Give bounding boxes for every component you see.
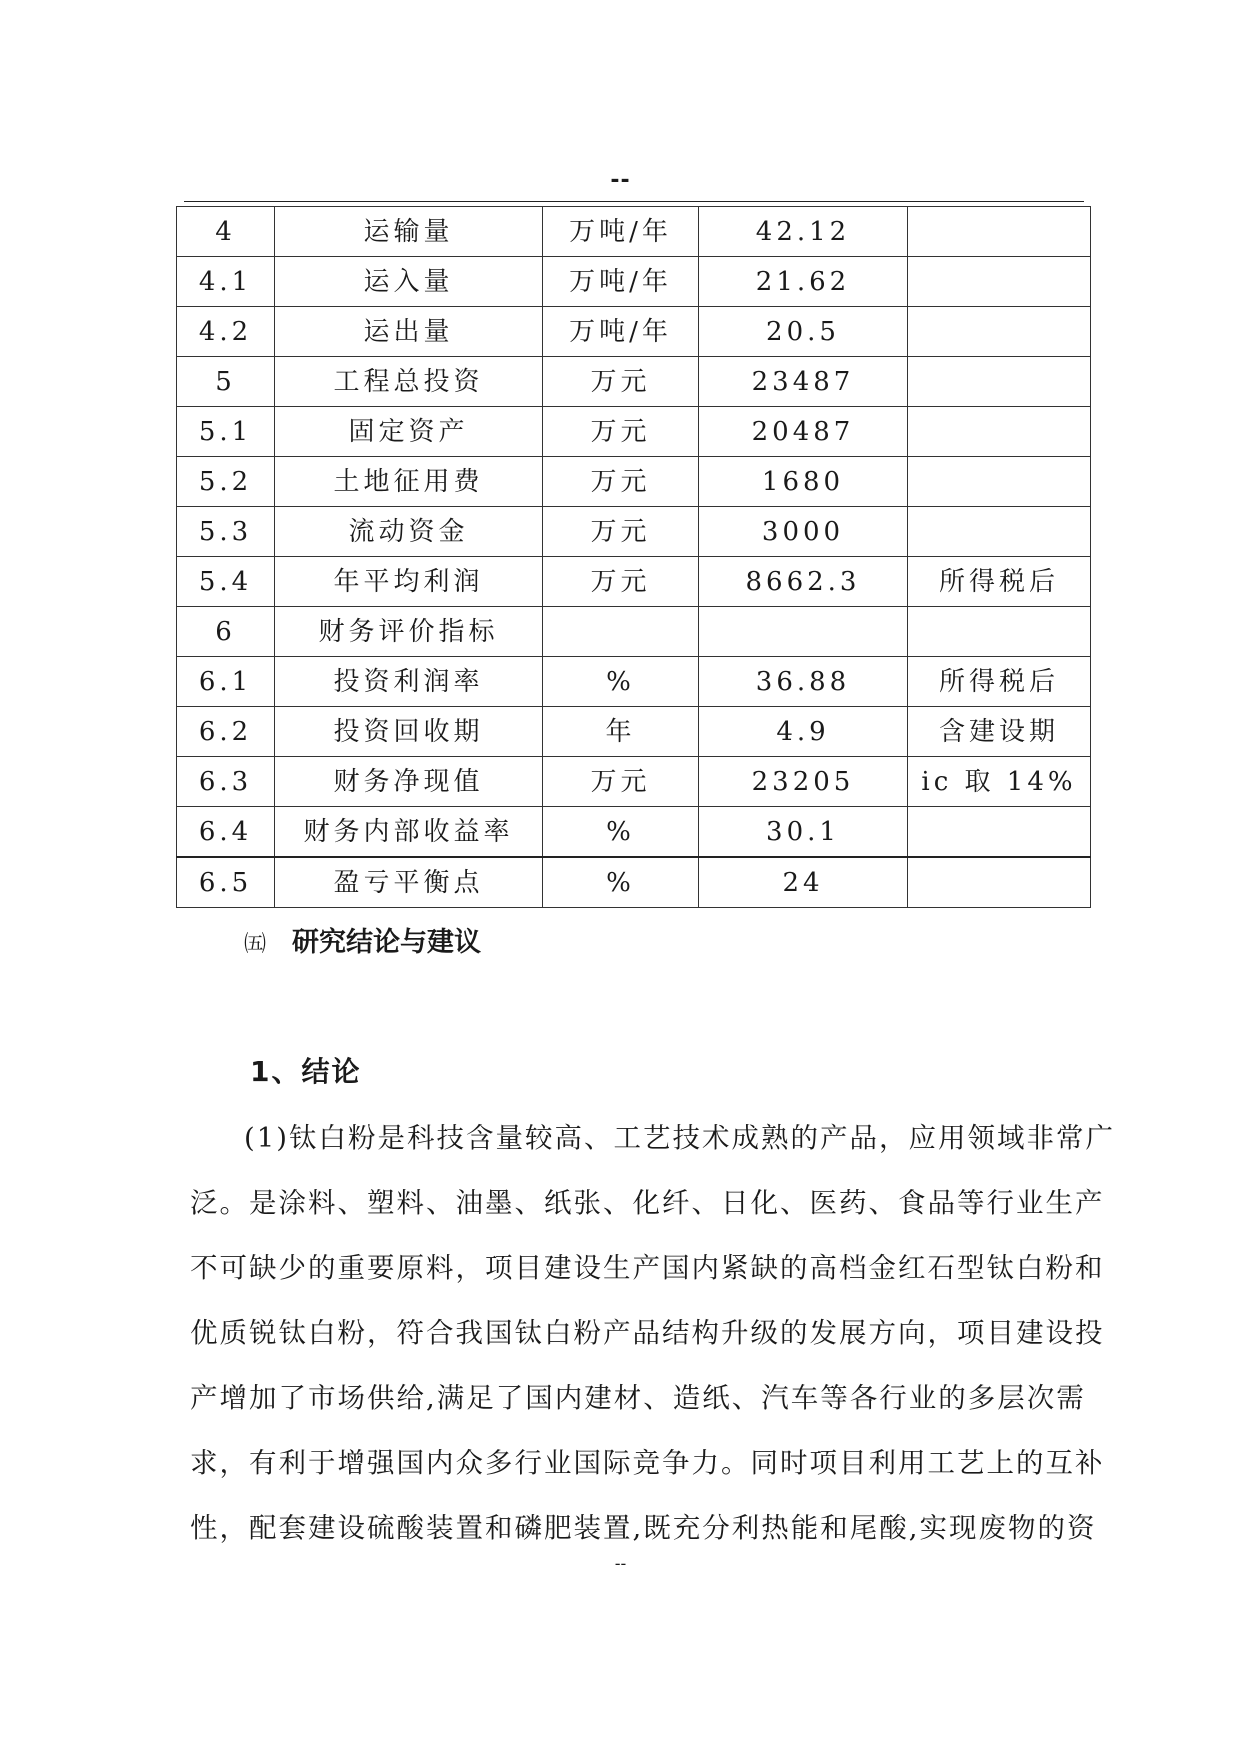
table-row — [177, 807, 1091, 858]
unit-cell: 万元 — [543, 557, 699, 607]
note-cell — [908, 807, 1091, 858]
unit-cell: % — [543, 807, 699, 858]
note-cell — [908, 407, 1091, 457]
paragraph-line: (1)钛白粉是科技含量较高、工艺技术成熟的产品，应用领域非常广 — [244, 1122, 1115, 1154]
note-cell: 含建设期 — [908, 707, 1091, 757]
item-name-cell: 固定资产 — [275, 407, 543, 457]
note-cell — [908, 457, 1091, 507]
item-name-cell: 财务净现值 — [275, 757, 543, 807]
page-footer-marker: -- — [614, 1554, 627, 1573]
paragraph-line: 产增加了市场供给,满足了国内建材、造纸、汽车等各行业的多层次需 — [190, 1382, 1086, 1414]
unit-cell: 万吨/年 — [543, 207, 699, 257]
paragraph-line: 不可缺少的重要原料，项目建设生产国内紧缺的高档金红石型钛白粉和 — [190, 1252, 1105, 1284]
item-name-cell: 年平均利润 — [275, 557, 543, 607]
row-number-cell: 5.1 — [177, 407, 275, 457]
page-header-marker: -- — [610, 168, 631, 193]
note-cell: 所得税后 — [908, 557, 1091, 607]
table-row — [177, 657, 1091, 707]
item-name-cell: 投资回收期 — [275, 707, 543, 757]
paragraph-line: 优质锐钛白粉，符合我国钛白粉产品结构升级的发展方向，项目建设投 — [190, 1317, 1105, 1349]
paragraph-line: 求，有利于增强国内众多行业国际竞争力。同时项目利用工艺上的互补 — [190, 1447, 1105, 1479]
conclusion-paragraph — [190, 1106, 1115, 1561]
value-cell: 23205 — [699, 757, 908, 807]
note-cell — [908, 307, 1091, 357]
row-number-cell: 5.4 — [177, 557, 275, 607]
note-cell — [908, 507, 1091, 557]
row-number-cell: 6.4 — [177, 807, 275, 858]
unit-cell: % — [543, 857, 699, 908]
paragraph-line: 性，配套建设硫酸装置和磷肥装置,既充分利热能和尾酸,实现废物的资 — [190, 1512, 1097, 1544]
value-cell: 23487 — [699, 357, 908, 407]
row-number-cell: 6.3 — [177, 757, 275, 807]
unit-cell: 年 — [543, 707, 699, 757]
value-cell: 20.5 — [699, 307, 908, 357]
table-row — [177, 707, 1091, 757]
note-cell — [908, 257, 1091, 307]
value-cell: 24 — [699, 857, 908, 908]
unit-cell — [543, 607, 699, 657]
row-number-cell: 6.2 — [177, 707, 275, 757]
unit-cell: 万元 — [543, 507, 699, 557]
unit-cell: 万元 — [543, 357, 699, 407]
item-name-cell: 工程总投资 — [275, 357, 543, 407]
row-number-cell: 4.2 — [177, 307, 275, 357]
table-row — [177, 207, 1091, 257]
value-cell: 4.9 — [699, 707, 908, 757]
row-number-cell: 5.3 — [177, 507, 275, 557]
section-heading — [244, 920, 481, 959]
value-cell: 20487 — [699, 407, 908, 457]
note-cell — [908, 357, 1091, 407]
table-row — [177, 857, 1091, 908]
value-cell: 1680 — [699, 457, 908, 507]
row-number-cell: 4 — [177, 207, 275, 257]
table-row — [177, 407, 1091, 457]
unit-cell: 万元 — [543, 457, 699, 507]
value-cell: 3000 — [699, 507, 908, 557]
section-number: ㈤ — [244, 932, 267, 957]
note-cell: ic 取 14% — [908, 757, 1091, 807]
value-cell — [699, 607, 908, 657]
unit-cell: % — [543, 657, 699, 707]
value-cell: 36.88 — [699, 657, 908, 707]
value-cell: 42.12 — [699, 207, 908, 257]
unit-cell: 万吨/年 — [543, 307, 699, 357]
indicator-table-body — [177, 207, 1091, 908]
value-cell: 21.62 — [699, 257, 908, 307]
row-number-cell: 4.1 — [177, 257, 275, 307]
note-cell — [908, 857, 1091, 908]
table-row — [177, 557, 1091, 607]
table-row — [177, 457, 1091, 507]
unit-cell: 万元 — [543, 407, 699, 457]
table-row — [177, 507, 1091, 557]
item-name-cell: 财务评价指标 — [275, 607, 543, 657]
header-rule — [184, 201, 1084, 202]
item-name-cell: 土地征用费 — [275, 457, 543, 507]
table-row — [177, 607, 1091, 657]
value-cell: 8662.3 — [699, 557, 908, 607]
item-name-cell: 财务内部收益率 — [275, 807, 543, 858]
item-name-cell: 运入量 — [275, 257, 543, 307]
item-name-cell: 运出量 — [275, 307, 543, 357]
row-number-cell: 6.1 — [177, 657, 275, 707]
note-cell: 所得税后 — [908, 657, 1091, 707]
table-row — [177, 357, 1091, 407]
section-title: 研究结论与建议 — [292, 927, 482, 958]
subsection-heading: 1、结论 — [250, 1055, 362, 1088]
item-name-cell: 运输量 — [275, 207, 543, 257]
row-number-cell: 5.2 — [177, 457, 275, 507]
indicator-table — [176, 206, 1091, 908]
item-name-cell: 流动资金 — [275, 507, 543, 557]
note-cell — [908, 207, 1091, 257]
row-number-cell: 6 — [177, 607, 275, 657]
value-cell: 30.1 — [699, 807, 908, 858]
paragraph-line: 泛。是涂料、塑料、油墨、纸张、化纤、日化、医药、食品等行业生产 — [190, 1187, 1105, 1219]
item-name-cell: 盈亏平衡点 — [275, 857, 543, 908]
unit-cell: 万元 — [543, 757, 699, 807]
unit-cell: 万吨/年 — [543, 257, 699, 307]
table-row — [177, 757, 1091, 807]
table-row — [177, 257, 1091, 307]
row-number-cell: 5 — [177, 357, 275, 407]
row-number-cell: 6.5 — [177, 857, 275, 908]
note-cell — [908, 607, 1091, 657]
table-row — [177, 307, 1091, 357]
item-name-cell: 投资利润率 — [275, 657, 543, 707]
